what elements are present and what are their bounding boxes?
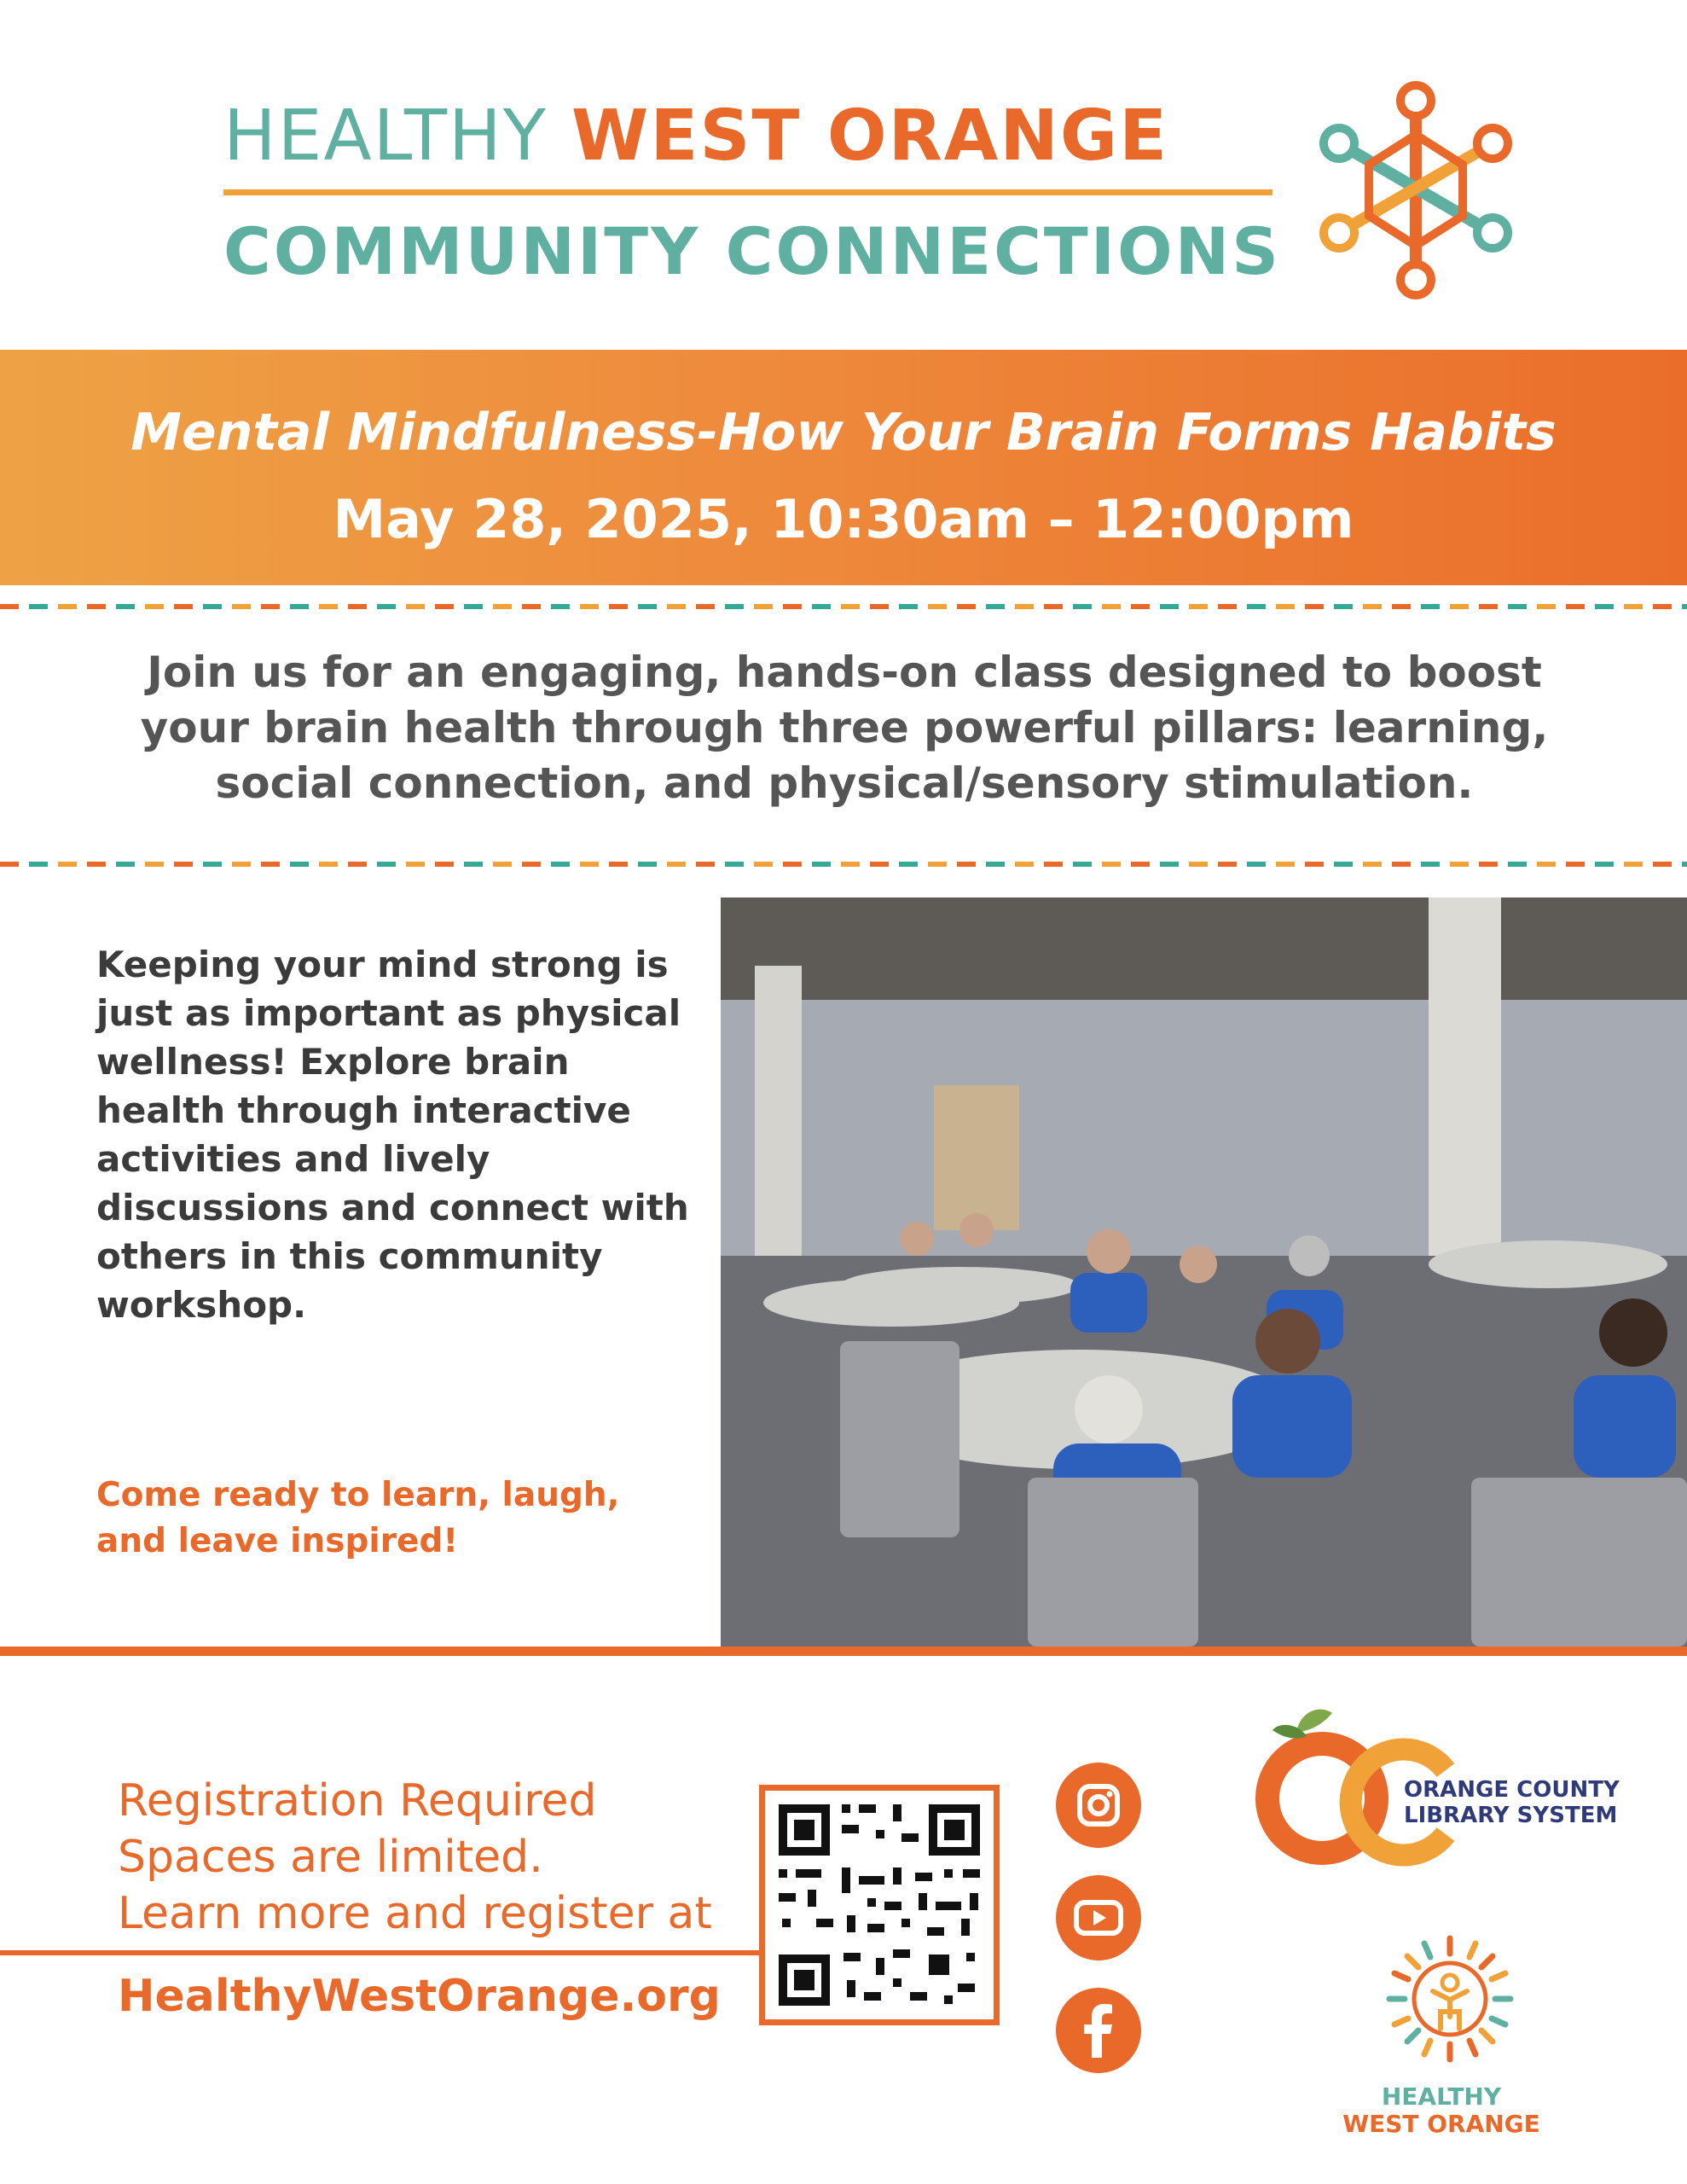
ocls-name <box>1404 1777 1620 1828</box>
intro-text: Join us for an engaging, hands-on class designed to boost your brain health through three powerful pillars: learning, social connection, and physical/sensory stimulation. <box>140 648 1549 808</box>
header-title-part1: HEALTHY <box>223 96 548 177</box>
registration-text <box>118 1773 712 1942</box>
ocls-line-2: LIBRARY SYSTEM <box>1404 1803 1618 1828</box>
community-connections-logo <box>1305 75 1527 305</box>
facebook-icon[interactable] <box>1056 1988 1141 2073</box>
registration-line-1: Registration Required <box>118 1775 597 1827</box>
workshop-photo <box>721 897 1687 1647</box>
header-subtitle-part1: COMMUNITY <box>223 213 701 289</box>
call-to-action <box>96 1472 710 1565</box>
cta-line-2: and leave inspired! <box>96 1522 459 1560</box>
hwo-line-1: HEALTHY <box>1381 2082 1502 2111</box>
registration-line-2: Spaces are limited. <box>118 1832 543 1883</box>
event-title: Mental Mindfulness-How Your Brain Forms Habits <box>130 403 1557 462</box>
instagram-icon[interactable] <box>1056 1763 1141 1848</box>
hwo-line-2: WEST ORANGE <box>1342 2110 1540 2138</box>
registration-underline <box>0 1950 759 1955</box>
ocls-line-1: ORANGE COUNTY <box>1404 1777 1620 1803</box>
website-link[interactable]: HealthyWestOrange.org <box>118 1971 721 2022</box>
qr-code[interactable] <box>759 1785 1000 2025</box>
registration-line-3: Learn more and register at <box>118 1888 712 1939</box>
healthy-west-orange-logo <box>1386 1935 1514 2063</box>
hwo-name <box>1313 2083 1569 2138</box>
header-title-part2: WEST ORANGE <box>571 96 1169 177</box>
header-subtitle <box>223 213 1281 289</box>
header-subtitle-part2: CONNECTIONS <box>725 213 1281 289</box>
cta-line-1: Come ready to learn, laugh, <box>96 1476 620 1514</box>
section-divider <box>0 1647 1687 1656</box>
dashed-divider-top <box>0 604 1687 609</box>
header-title <box>223 96 1168 177</box>
dashed-divider-middle <box>0 862 1687 867</box>
event-date: May 28, 2025, 10:30am – 12:00pm <box>333 488 1354 550</box>
header-divider <box>223 189 1272 195</box>
description-paragraph: Keeping your mind strong is just as important as physical wellness! Explore brain health through interactive activities and lively discussions and connect with others in this community workshop. <box>96 944 689 1326</box>
youtube-icon[interactable] <box>1056 1875 1141 1960</box>
